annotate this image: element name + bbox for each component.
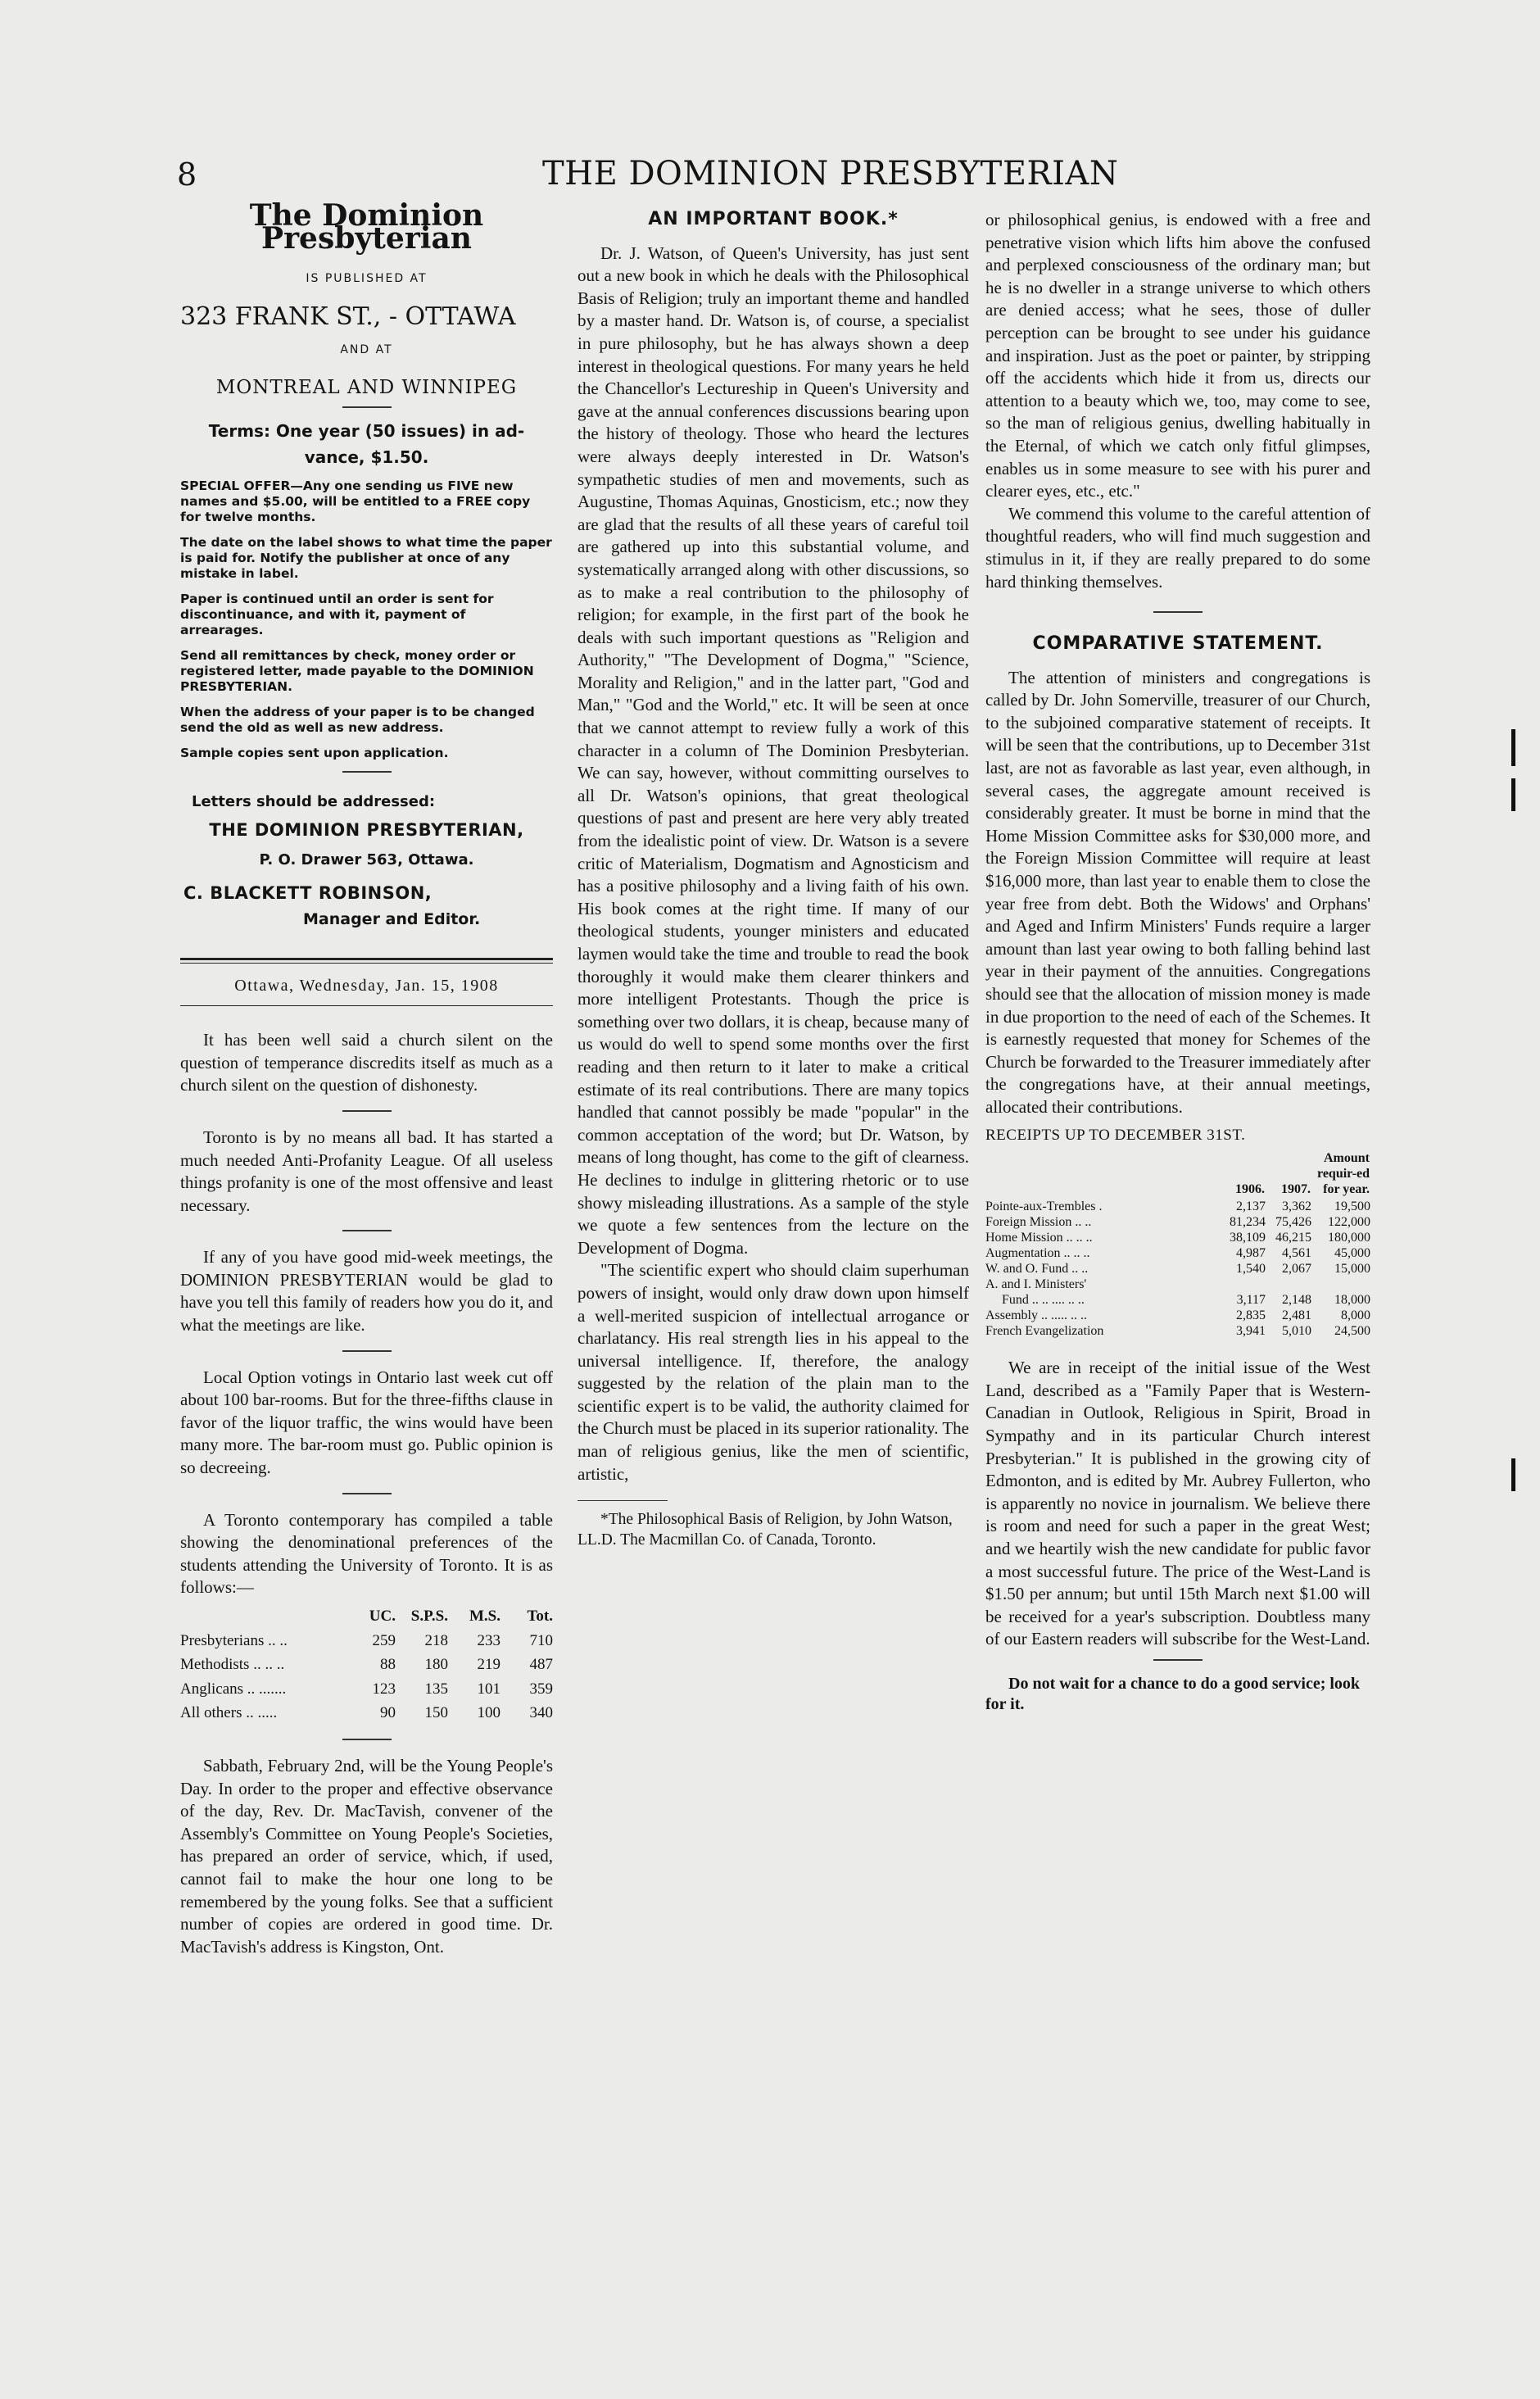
table-cell: 45,000 [1334,1246,1370,1261]
editorial-temperance: It has been well said a church silent on the question of temperance discredits itself as much as a church silent on the question of dishonesty. [180,1030,553,1095]
table-cell: Pointe-aux-Trembles . [985,1200,1103,1214]
closing-note: Do not wait for a chance to do a good service; look for it. [985,1674,1361,1713]
dateline-rule-bottom [180,1005,553,1006]
book-article-paragraph-1: Dr. J. Watson, of Queen's University, has just sent out a new book in which he deals with the Philosophical Basis of Religion; truly an important theme and handled by a master hand. Dr. Watson is, of course, a specialist in pure philosophy, but he has always shown a deep interest in theological questions. For many years he held the Chancellor's Lectureship in Queen's University and gave at the annual conferences discussions bearing upon the history of theology. Those who heard the lectures were always deeply interested in Dr. Watson's sympathetic studies of men and movements, such as Augustine, Thomas Aquinas, Gnosticism, etc.; now they are glad that the results of all these years of careful toil are gathered up into this substantial volume, and systematically arranged along with other discussions, so as to make a real contribution to the philosophy of religion; for example, in the first part of the book he deals with such important questions as "Religion and Authority," "The Development of Dogma," "Science, Morality and Religion," and in the latter part, "God and Man," "God and the World," etc. It will be seen at once that we cannot attempt to review fully a work of this character in a column of The Dominion Presbyterian. We can say, however, without committing ourselves to all Dr. Watson's opinions, that great theological questions of past and present are here very ably treated from the idealistic point of view. Dr. Watson is a severe critic of Materialism, Dogmatism and Agnosticism and has a positive philosophy and a living faith of his own. His book comes at the right time. If many of our theological students, younger ministers and educated laymen would take the time and trouble to read the book thoroughly it would make them clearer thinkers and more intelligent Protestants. Though the price is something over two dollars, it is cheap, because many of us would do well to spend some months over the first reading and then return to it later to make a critical estimate of its real contributions. There are many topics handled that cannot possibly be made "popular" in the common acceptation of the word; but Dr. Watson, by means of long thought, has come to the gift of clearness. He declines to indulge in glittering rhetoric or to use showy misleading illustrations. As a sample of the style we quote a few sentences from the lecture on the Development of Dogma. [578,243,969,1258]
divider [342,1350,392,1352]
table-row [985,1277,1370,1292]
table-cell: 359 [529,1680,553,1698]
letters-drawer: P. O. Drawer 563, Ottawa. [259,850,474,868]
notice-remittances: Send all remittances by check, money order or registered letter, made payable to the DOMINION PRESBYTERIAN. [180,647,534,694]
table-cell: 81,234 [1230,1215,1266,1230]
table-cell: 4,561 [1282,1246,1311,1261]
table-cell [1311,1277,1370,1292]
table-cell: 15,000 [1334,1262,1370,1277]
table-cell: 1,540 [1236,1262,1266,1277]
published-at-label: IS PUBLISHED AT [306,272,428,286]
table-cell: 101 [477,1680,500,1698]
table-header: 1907. [1281,1182,1311,1197]
table-cell: Methodists .. .. .. [180,1656,285,1674]
divider [342,1110,392,1112]
table-cell: French Evangelization [985,1324,1104,1339]
footnote-rule [578,1500,668,1501]
editor-title: Manager and Editor. [303,909,481,928]
table-cell [1220,1277,1266,1292]
table-cell: 150 [424,1704,448,1722]
table-row [985,1323,1370,1339]
subscription-terms [180,418,553,470]
table-cell: 75,426 [1275,1215,1311,1230]
editorial-profanity: Toronto is by no means all bad. It has started a much needed Anti-Profanity League. Of all useless things profanity is one of the most offensive and least necessary. [180,1127,553,1215]
table-cell: 180,000 [1328,1231,1370,1245]
spacer [985,1339,1370,1357]
table-cell: A. and I. Ministers' [985,1277,1087,1292]
book-article-continuation: or philosophical genius, is endowed with a free and penetrative vision which lifts him above the confused and perplexed consciousness of the ordinary man; but he is no dweller in a strange universe to which others are denied access; what he sees, those of duller perception can be brought to see under his guidance and inspiration. Just as the poet or painter, by stripping off the accidents which hide it from us, directs our attention to a beauty which we, too, may come to see, so the man of religious genius, dwelling habitually in the Eternal, of which we catch only fitful glimpses, enables us in some measure to see with his purer and clearer eyes, etc., etc." [985,210,1370,501]
table-cell: 90 [380,1704,396,1722]
book-footnote: *The Philosophical Basis of Religion, by John Watson, LL.D. The Macmillan Co. of Canada, Toronto. [578,1511,953,1549]
table-cell: 8,000 [1341,1308,1370,1323]
table-cell: 2,481 [1282,1308,1311,1323]
receipts-table [985,1150,1370,1339]
table-cell: 135 [424,1680,448,1698]
table-cell: 2,148 [1282,1293,1311,1308]
table-cell: 24,500 [1334,1324,1370,1339]
divider [342,771,392,773]
editor-name: C. BLACKETT ROBINSON, [183,883,433,904]
table-cell: 487 [529,1656,553,1674]
divider [1153,611,1203,613]
branch-cities: MONTREAL AND WINNIPEG [215,376,518,398]
table-cell: 18,000 [1334,1293,1370,1308]
table-row [985,1245,1370,1261]
table-cell: Presbyterians .. .. [180,1631,288,1649]
office-address: 323 FRANK ST., - OTTAWA [180,302,516,331]
table-cell: 3,941 [1236,1324,1266,1339]
terms-line-1: Terms: One year (50 issues) in ad- [208,420,525,441]
table-row [985,1308,1370,1323]
table-cell: 123 [372,1680,396,1698]
divider [1153,1659,1203,1661]
table-row [180,1677,553,1702]
table-cell: 710 [529,1631,553,1649]
letters-intro: Letters should be addressed: [192,792,436,810]
table-cell: 259 [372,1631,396,1649]
table-header: 1906. [1235,1182,1265,1197]
divider [342,406,392,408]
letters-addressee: THE DOMINION PRESBYTERIAN, [209,820,524,841]
comparative-paragraph: The attention of ministers and congregations is called by Dr. John Somerville, treasurer of our Church, to the subjoined comparative statement of receipts. It will be seen that the contributions, up to December 31st last, are not as favorable as last year, even although, in several cases, the aggregate amount received is considerably greater. It must be borne in mind that the Home Mission Committee asks for $30,000 more, and the Foreign Mission Committee will require at least $16,000 more, than last year to enable them to close the year free from debt. Both the Widows' and Orphans' and Aged and Infirm Ministers' Funds require a larger amount than last year owing to both falling behind last year in their payment of the annuities. Congregations should see that the allocation of mission money is made in due proportion to the need of each of the Schemes. It is earnestly requested that money for Schemes of the Church be forwarded to the Treasurer immediately after the congregations have, at their annual meetings, allocated their contributions. [985,667,1370,1117]
table-cell: 180 [424,1656,448,1674]
table-row [180,1701,553,1726]
masthead-title: The Dominion Presbyterian [249,198,484,256]
table-cell: 2,067 [1282,1262,1311,1277]
table-cell: 100 [477,1704,500,1722]
table-header: M.S. [469,1608,500,1625]
editorial-sabbath: Sabbath, February 2nd, will be the Young People's Day. In order to the proper and effective observance of the day, Rev. Dr. MacTavish, convener of the Assembly's Committee on Young People's Societies, has prepared an order of service, which, if used, cannot fail to make the hour one long to be remembered by the young folks. See that a sufficient number of copies are ordered in good time. Dr. MacTavish's address is Kingston, Ont. [180,1755,553,1957]
editorial-local-option: Local Option votings in Ontario last week cut off about 100 bar-rooms. But for the three-fifths clause in favor of the liquor traffic, the wins would have been many more. The bar-room must go. Public opinion is so decreeing. [180,1367,553,1478]
table-header [985,1150,1220,1199]
page-number: 8 [177,156,197,193]
notice-special-offer: SPECIAL OFFER—Any one sending us FIVE new names and $5.00, will be entitled to a FREE copy for twelve months. [180,478,531,524]
students-table [180,1604,553,1726]
table-header-row [180,1604,553,1629]
divider [342,1493,392,1494]
comparative-heading: COMPARATIVE STATEMENT. [1032,633,1324,655]
table-header [180,1604,343,1629]
table-cell: 4,987 [1236,1246,1266,1261]
table-cell: 38,109 [1230,1231,1266,1245]
and-at-label: AND AT [340,343,393,357]
table-row [985,1199,1370,1214]
column-middle [578,205,969,1550]
table-cell: 340 [529,1704,553,1722]
table-cell: Home Mission .. .. .. [985,1231,1093,1245]
divider [342,1739,392,1740]
table-cell: 3,362 [1282,1200,1311,1214]
editorial-mid-week: If any of you have good mid-week meetings, the DOMINION PRESBYTERIAN would be glad to have you tell this family of readers how you do it, and what the meetings are like. [180,1247,553,1336]
table-cell: 88 [380,1656,396,1674]
scan-edge-mark [1511,1458,1515,1491]
terms-line-2: vance, $1.50. [304,447,429,467]
journal-name: THE DOMINION PRESBYTERIAN [542,155,1119,193]
table-cell: 233 [477,1631,500,1649]
book-article-closing: We commend this volume to the careful attention of thoughtful readers, who will find much suggestion and stimulus in it, if they are really prepared to do some hard thinking themselves. [985,503,1370,592]
editorial-toronto-table: A Toronto contemporary has compiled a table showing the denominational preferences of the students attending the University of Toronto. It is as follows:— [180,1509,553,1598]
table-row [180,1629,553,1653]
receipts-heading: RECEIPTS UP TO DECEMBER 31ST. [985,1126,1246,1144]
table-cell: 19,500 [1334,1200,1370,1214]
table-cell [1266,1277,1311,1292]
dateline: Ottawa, Wednesday, Jan. 15, 1908 [234,976,499,995]
scan-edge-mark [1511,729,1515,766]
table-cell: Anglicans .. ....... [180,1680,287,1698]
table-cell: 2,835 [1236,1308,1266,1323]
table-cell: Fund .. .. .... .. .. [1002,1293,1085,1308]
table-cell: 3,117 [1236,1293,1266,1308]
table-header-row [985,1150,1370,1199]
table-row [985,1214,1370,1230]
west-land-paragraph: We are in receipt of the initial issue of the West Land, described as a "Family Paper that is Western-Canadian in Outlook, Religious in Spirit, Broad in Sympathy and in its particular Church interest Presbyterian." It is published in the growing city of Edmonton, and is edited by Mr. Aubrey Fullerton, who is apparently no novice in journalism. We believe there is room and need for such a paper in the great West; and we heartily wish the new candidate for public favor a most successful future. The price of the West-Land is $1.50 per annum; but until 15th March next $1.00 will be received for a year's subscription. Doubtless many of our Eastern readers will subscribe for the West-Land. [985,1358,1370,1649]
table-header: Tot. [527,1608,553,1625]
notice-address-change: When the address of your paper is to be changed send the old as well as new address. [180,704,535,735]
table-cell: Assembly .. ..... .. .. [985,1308,1087,1323]
scan-edge-mark [1511,778,1515,811]
table-row [180,1653,553,1677]
notice-continuation: Paper is continued until an order is sent for discontinuance, and with it, payment of arrearages. [180,591,494,637]
column-right [985,209,1370,1715]
book-article-quote: "The scientific expert who should claim superhuman powers of insight, would only draw down upon himself a well-merited suspicion of intellectual arrogance or charlatancy. His real strength lies in his appeal to the universal intelligence. If, therefore, the analogy suggested by the relation of the plain man to the scientific expert is to be valid, the authority claimed for the Church must be placed in its superior rationality. The man of religious genius, like the men of scientific, artistic, [578,1260,969,1484]
notice-sample-copies: Sample copies sent upon application. [180,745,449,760]
column-left [180,198,553,1958]
table-cell: 122,000 [1328,1215,1370,1230]
table-cell: 219 [477,1656,500,1674]
notice-label-date: The date on the label shows to what time the paper is paid for. Notify the publisher at once of any mistake in label. [180,534,552,581]
table-cell: Augmentation .. .. .. [985,1246,1090,1261]
divider [342,1230,392,1231]
table-cell: All others .. ..... [180,1704,278,1722]
table-row [985,1230,1370,1245]
table-header: S.P.S. [410,1608,448,1625]
table-cell: Foreign Mission .. .. [985,1215,1092,1230]
table-cell: 2,137 [1236,1200,1266,1214]
dateline-rule-top [180,958,553,964]
table-row [985,1261,1370,1277]
table-cell: 218 [424,1631,448,1649]
table-cell: W. and O. Fund .. .. [985,1262,1089,1277]
table-cell: 46,215 [1275,1231,1311,1245]
table-header: UC. [369,1608,396,1625]
book-article-heading: AN IMPORTANT BOOK.* [648,209,899,229]
table-row [985,1292,1370,1308]
table-header: Amount requir-ed for year. [1317,1151,1370,1197]
table-cell: 5,010 [1282,1324,1311,1339]
